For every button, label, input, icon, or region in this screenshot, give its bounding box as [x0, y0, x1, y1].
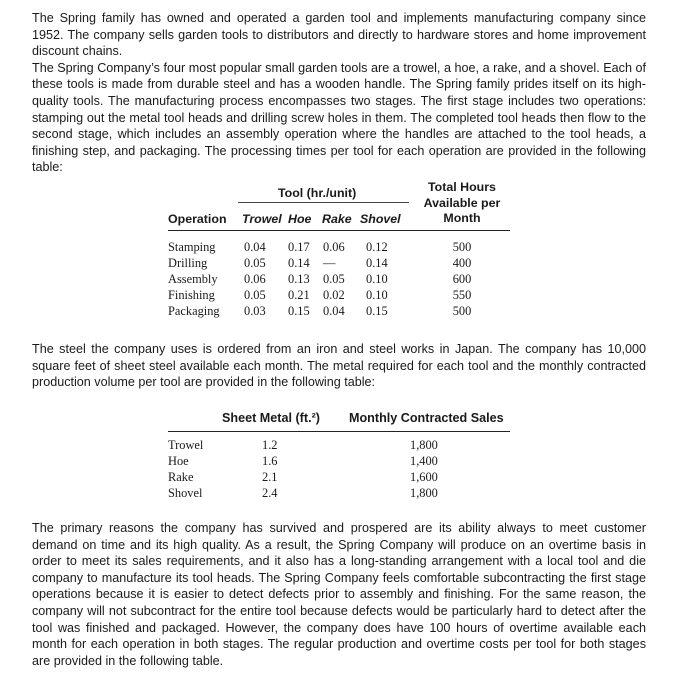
- table2-cell-metal: 2.1: [262, 470, 278, 484]
- table2-cell-metal: 1.2: [262, 438, 278, 452]
- metal-sales-table: [168, 410, 508, 520]
- table1-cell-op: Finishing: [168, 288, 215, 302]
- table1-cell-hoe: 0.13: [288, 272, 310, 286]
- table2-cell-sales: 1,800: [410, 486, 438, 500]
- table2-cell-metal: 1.6: [262, 454, 278, 468]
- processing-times-table: [168, 180, 508, 320]
- col-header-hoe: Hoe: [288, 212, 312, 226]
- total-hours-header: [422, 180, 502, 227]
- table1-cell-hoe: 0.15: [288, 304, 310, 318]
- col-header-sheet-metal: Sheet Metal (ft.²): [222, 411, 320, 425]
- table1-row: [168, 256, 508, 272]
- table2-cell-tool: Rake: [168, 470, 194, 484]
- table2-header-rule: [168, 431, 510, 432]
- table2-cell-tool: Hoe: [168, 454, 189, 468]
- table1-row: [168, 240, 508, 256]
- table2-cell-metal: 2.4: [262, 486, 278, 500]
- table1-cell-rake: 0.02: [323, 288, 345, 302]
- total-hours-header-line2: Available per: [423, 195, 501, 210]
- table2-row: [168, 470, 508, 486]
- table1-cell-rake: 0.06: [323, 240, 345, 254]
- table1-cell-rake: 0.04: [323, 304, 345, 318]
- table1-row: [168, 288, 508, 304]
- table1-cell-op: Stamping: [168, 240, 216, 254]
- table1-cell-total: 550: [452, 288, 472, 302]
- total-hours-header-line1: Total Hours: [428, 180, 496, 194]
- table1-cell-rake: —: [323, 256, 336, 270]
- table1-cell-trowel: 0.04: [244, 240, 266, 254]
- col-header-monthly-sales: Monthly Contracted Sales: [349, 411, 504, 425]
- table2-cell-sales: 1,800: [410, 438, 438, 452]
- table2-row: [168, 438, 508, 454]
- steel-section: [32, 341, 646, 391]
- reasons-section: [32, 520, 646, 669]
- table1-cell-trowel: 0.06: [244, 272, 266, 286]
- table2-cell-sales: 1,600: [410, 470, 438, 484]
- table1-row: [168, 304, 508, 320]
- table1-cell-total: 500: [452, 304, 472, 318]
- table1-cell-total: 500: [452, 240, 472, 254]
- table1-cell-hoe: 0.17: [288, 240, 310, 254]
- table1-cell-total: 600: [452, 272, 472, 286]
- document: [32, 10, 646, 176]
- table1-cell-op: Drilling: [168, 256, 208, 270]
- tool-group-underline: [238, 202, 409, 203]
- col-header-trowel: Trowel: [242, 212, 282, 226]
- table1-cell-shovel: 0.14: [366, 256, 388, 270]
- table1-cell-total: 400: [452, 256, 472, 270]
- table1-cell-shovel: 0.15: [366, 304, 388, 318]
- table2-cell-tool: Shovel: [168, 486, 203, 500]
- intro-paragraph-2: The Spring Company’s four most popular small garden tools are a trowel, a hoe, a rake, and a shovel. Each of these tools is made from durable steel and has a wooden handle. The Spring family prides itself on its high-quality tools. The manufacturing process encompasses two stages. The first stage includes two operations: stamping out the metal tool heads and drilling screw holes in them. The completed tool heads then flow to the second stage, which includes an assembly operation where the handles are attached to the tool heads, a finishing step, and packaging. The processing times per tool for each operation are provided in the following table:: [32, 60, 646, 175]
- tool-group-header: Tool (hr./unit): [278, 186, 357, 200]
- table1-cell-trowel: 0.03: [244, 304, 266, 318]
- total-hours-header-line3: Month: [443, 211, 481, 225]
- table1-header-rule: [168, 230, 510, 231]
- table1-cell-rake: 0.05: [323, 272, 345, 286]
- table2-row: [168, 454, 508, 470]
- table1-cell-hoe: 0.14: [288, 256, 310, 270]
- intro-paragraph-1: The Spring family has owned and operated a garden tool and implements manufacturing company since 1952. The company sells garden tools to distributors and directly to hardware stores and home improvement discount chains.: [32, 11, 646, 59]
- table2-cell-tool: Trowel: [168, 438, 204, 452]
- table1-row: [168, 272, 508, 288]
- table2-row: [168, 486, 508, 502]
- table1-cell-op: Packaging: [168, 304, 220, 318]
- table1-cell-trowel: 0.05: [244, 256, 266, 270]
- col-header-operation: Operation: [168, 212, 227, 226]
- table1-cell-op: Assembly: [168, 272, 218, 286]
- table1-cell-shovel: 0.12: [366, 240, 388, 254]
- steel-paragraph: The steel the company uses is ordered from an iron and steel works in Japan. The company has 10,000 square feet of sheet steel available each month. The metal required for each tool and the monthly contracted production volume per tool are provided in the following table:: [32, 342, 646, 390]
- table1-cell-shovel: 0.10: [366, 272, 388, 286]
- reasons-paragraph: The primary reasons the company has survived and prospered are its ability always to meet customer demand on time and its high quality. As a result, the Spring Company will produce on an overtime basis in order to meet its sales requirements, and it also has a long-standing arrangement with a local tool and die company to manufacture its tool heads. The Spring Company feels comfortable subcontracting the first stage operations because it is easier to detect defects prior to assembly and finishing. For the same reason, the company will not subcontract for the entire tool because defects would be particularly hard to detect after the tool was finished and packaged. However, the company does have 100 hours of overtime available each month for each operation in both stages. The regular production and overtime costs per tool for both stages are provided in the following table.: [32, 521, 646, 668]
- col-header-rake: Rake: [322, 212, 352, 226]
- table2-cell-sales: 1,400: [410, 454, 438, 468]
- table1-cell-trowel: 0.05: [244, 288, 266, 302]
- col-header-shovel: Shovel: [360, 212, 401, 226]
- table1-cell-shovel: 0.10: [366, 288, 388, 302]
- table1-cell-hoe: 0.21: [288, 288, 310, 302]
